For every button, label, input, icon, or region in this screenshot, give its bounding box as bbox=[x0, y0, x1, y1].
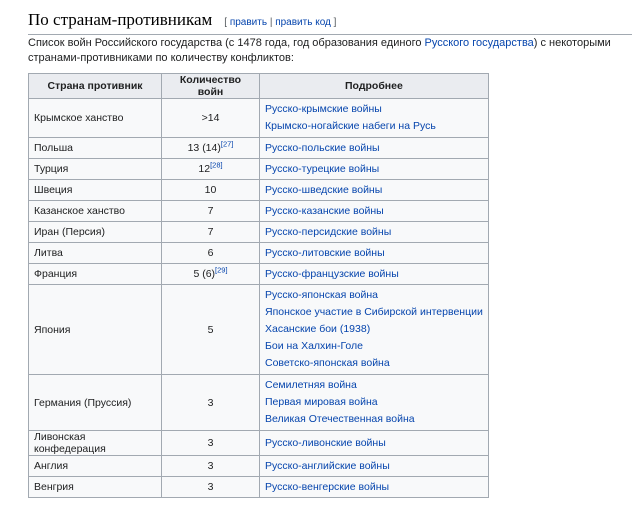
war-article-link[interactable]: Советско-японская война bbox=[265, 357, 390, 369]
header-country[interactable]: Страна противник bbox=[29, 74, 162, 99]
count-value: >14 bbox=[201, 112, 220, 124]
table-row bbox=[29, 99, 489, 138]
count-cell bbox=[162, 285, 260, 375]
table-row bbox=[29, 180, 489, 201]
details-cell bbox=[260, 285, 489, 375]
war-article-link[interactable]: Русско-ливонские войны bbox=[265, 436, 386, 449]
section-heading bbox=[28, 10, 632, 35]
count-cell bbox=[162, 222, 260, 243]
details-cell bbox=[260, 456, 489, 477]
header-count[interactable]: Количество войн bbox=[162, 74, 260, 99]
country-cell: Франция bbox=[29, 264, 162, 285]
details-cell bbox=[260, 222, 489, 243]
country-cell: Крымское ханство bbox=[29, 99, 162, 138]
count-value: 13 (14) bbox=[187, 142, 221, 154]
table-row bbox=[29, 431, 489, 456]
war-article-link[interactable]: Семилетняя война bbox=[265, 379, 357, 391]
reference-link[interactable]: [28] bbox=[210, 160, 223, 170]
war-article-link[interactable]: Первая мировая война bbox=[265, 396, 378, 408]
intro-paragraph bbox=[28, 36, 632, 66]
section-title: По странам-противникам bbox=[28, 10, 213, 29]
count-value: 12 bbox=[198, 163, 211, 175]
count-value: 5 bbox=[207, 323, 214, 336]
details-cell bbox=[260, 99, 489, 138]
edit-bracket-open: [ bbox=[224, 17, 228, 28]
intro-text-2: ) с некоторыми странами-противниками по количеству конфликтов: bbox=[28, 37, 611, 64]
country-cell: Литва bbox=[29, 243, 162, 264]
intro-text-1: Список войн Российского государства (с 1478 года, год образования единого bbox=[28, 37, 425, 49]
war-article-link[interactable]: Великая Отечественная война bbox=[265, 413, 415, 425]
country-cell: Ливонская конфедерация bbox=[29, 431, 162, 456]
table-row bbox=[29, 138, 489, 159]
war-article-link[interactable]: Русско-крымские войны bbox=[265, 103, 382, 115]
country-cell: Швеция bbox=[29, 180, 162, 201]
edit-bracket-close: ] bbox=[333, 17, 337, 28]
count-value: 7 bbox=[207, 205, 214, 217]
details-cell bbox=[260, 159, 489, 180]
edit-separator: | bbox=[267, 17, 276, 28]
country-cell: Турция bbox=[29, 159, 162, 180]
details-cell bbox=[260, 138, 489, 159]
wars-table bbox=[28, 73, 489, 498]
count-cell bbox=[162, 138, 260, 159]
count-value: 3 bbox=[207, 460, 214, 472]
table-row bbox=[29, 243, 489, 264]
war-article-link[interactable]: Русско-польские войны bbox=[265, 141, 380, 154]
war-article-link[interactable]: Русско-французские войны bbox=[265, 267, 399, 280]
war-article-link[interactable]: Русско-шведские войны bbox=[265, 183, 383, 196]
details-cell bbox=[260, 243, 489, 264]
count-cell bbox=[162, 456, 260, 477]
reference-note bbox=[210, 161, 223, 170]
war-article-link[interactable]: Бои на Халхин-Голе bbox=[265, 340, 364, 352]
count-cell bbox=[162, 99, 260, 138]
country-cell: Германия (Пруссия) bbox=[29, 375, 162, 431]
war-article-link[interactable]: Русско-казанские войны bbox=[265, 204, 384, 217]
war-article-link[interactable]: Русско-венгерские войны bbox=[265, 480, 390, 493]
count-value: 10 bbox=[204, 184, 217, 196]
table-row bbox=[29, 456, 489, 477]
country-cell: Казанское ханство bbox=[29, 201, 162, 222]
table-row bbox=[29, 477, 489, 498]
edit-section-links bbox=[224, 17, 336, 28]
table-row bbox=[29, 285, 489, 375]
reference-link[interactable]: [27] bbox=[220, 139, 234, 149]
table-row bbox=[29, 222, 489, 243]
table-header-row bbox=[29, 74, 489, 99]
count-value: 6 bbox=[207, 247, 214, 259]
russian-state-link[interactable]: Русского государства bbox=[424, 37, 534, 49]
country-cell: Иран (Персия) bbox=[29, 222, 162, 243]
country-cell: Англия bbox=[29, 456, 162, 477]
count-value: 3 bbox=[207, 396, 214, 409]
count-cell bbox=[162, 180, 260, 201]
war-article-link[interactable]: Крымско-ногайские набеги на Русь bbox=[265, 120, 436, 132]
count-cell bbox=[162, 201, 260, 222]
count-cell bbox=[162, 159, 260, 180]
details-cell bbox=[260, 180, 489, 201]
count-cell bbox=[162, 375, 260, 431]
count-cell bbox=[162, 477, 260, 498]
war-article-link[interactable]: Хасанские бои (1938) bbox=[265, 323, 371, 335]
count-value: 5 (6) bbox=[193, 268, 216, 280]
details-cell bbox=[260, 477, 489, 498]
reference-note bbox=[215, 266, 228, 275]
details-cell bbox=[260, 375, 489, 431]
count-cell bbox=[162, 431, 260, 456]
country-cell: Польша bbox=[29, 138, 162, 159]
count-value: 3 bbox=[207, 437, 214, 449]
reference-note bbox=[221, 140, 234, 149]
table-row bbox=[29, 264, 489, 285]
war-article-link[interactable]: Русско-японская война bbox=[265, 289, 379, 301]
war-article-link[interactable]: Японское участие в Сибирской интервенции bbox=[265, 306, 483, 318]
reference-link[interactable]: [29] bbox=[215, 265, 228, 275]
table-row bbox=[29, 375, 489, 431]
details-cell bbox=[260, 201, 489, 222]
table-row bbox=[29, 159, 489, 180]
country-cell: Япония bbox=[29, 285, 162, 375]
count-cell bbox=[162, 264, 260, 285]
edit-code-link[interactable]: править код bbox=[275, 17, 331, 28]
edit-link[interactable]: править bbox=[229, 17, 268, 28]
header-details: Подробнее bbox=[260, 74, 489, 99]
count-value: 7 bbox=[207, 226, 214, 238]
table-row bbox=[29, 201, 489, 222]
war-article-link[interactable]: Русско-турецкие войны bbox=[265, 162, 380, 175]
country-cell: Венгрия bbox=[29, 477, 162, 498]
count-cell bbox=[162, 243, 260, 264]
war-article-link[interactable]: Русско-английские войны bbox=[265, 459, 390, 472]
war-article-link[interactable]: Русско-литовские войны bbox=[265, 246, 385, 259]
details-cell bbox=[260, 431, 489, 456]
war-article-link[interactable]: Русско-персидские войны bbox=[265, 225, 392, 238]
details-cell bbox=[260, 264, 489, 285]
count-value: 3 bbox=[207, 481, 214, 493]
